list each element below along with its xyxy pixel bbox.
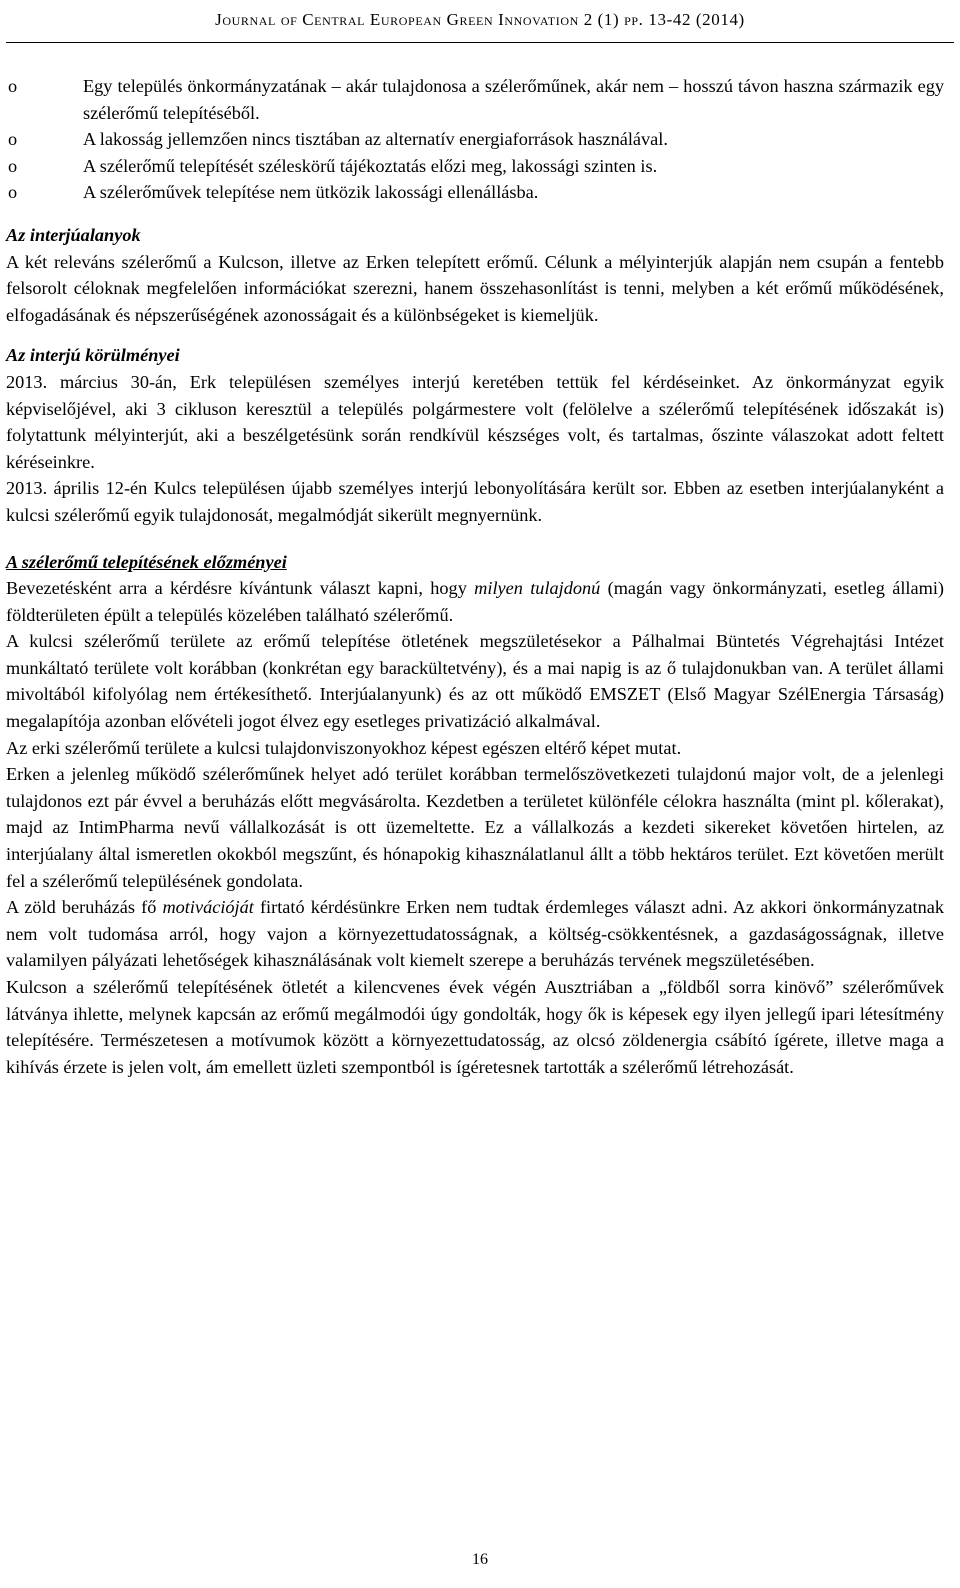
article-body	[6, 73, 944, 1080]
bullet-marker: o	[8, 155, 18, 176]
text-run: Bevezetésként arra a kérdésre kívántunk választ kapni, hogy	[6, 578, 475, 599]
list-item	[6, 179, 944, 206]
section-heading: Az interjú körülményei	[6, 345, 180, 366]
section-heading: A szélerőmű telepítésének előzményei	[6, 551, 287, 572]
paragraph: 2013. március 30-án, Erk településen személyes interjú keretében tettük fel kérdéseinket. Az önkormányzat egyik képviselőjével, aki 3 cikluson keresztül a település polgármestere volt (felölelve a szélerőmű telepítésének időszakát is) folytattunk mélyinterjút, aki a beszélgetésünk során rendkívül készséges volt, és tartalmas, őszinte válaszokat adott feltett kéréseinkre.	[6, 371, 944, 472]
bullet-marker: o	[8, 76, 18, 96]
paragraph: Kulcson a szélerőmű telepítésének ötletét a kilencvenes évek végén Ausztriában a „földből sorra kinövő” szélerőművek látványa ihlette, melynek kapcsán az erőmű megálmodói úgy gondolták, hogy ők is képesek egy ilyen jellegű ipari létesítmény telepítésére. Természetesen a motívumok között a környezettudatosság, az olcsó zöldenergia csábító ígérete, illetve maga a kihívás érzete is jelen volt, ám emellett üzleti szempontból is ígéretesnek tartották a szélerőmű létrehozását.	[6, 977, 944, 1077]
bullet-marker: o	[8, 129, 18, 150]
header-rule	[6, 42, 954, 43]
section-background	[6, 549, 944, 1081]
bullet-text: A lakosság jellemzően nincs tisztában az alternatív energiaforrások használával.	[83, 129, 668, 150]
paragraph	[6, 894, 944, 974]
bullet-text: A szélerőművek telepítése nem ütközik lakossági ellenállásba.	[83, 182, 539, 203]
bullet-text: Egy település önkormányzatának – akár tulajdonosa a szélerőműnek, akár nem – hosszú távon haszna származik egy szélerőmű telepítéséből.	[83, 76, 944, 123]
section-interviewees	[6, 222, 944, 328]
page-number: 16	[472, 1551, 488, 1568]
bullet-marker: o	[8, 182, 18, 203]
paragraph: 2013. április 12-én Kulcs településen újabb személyes interjú lebonyolítására került sor. Ebben az esetben interjúalanyként a kulcsi szélerőmű egyik tulajdonosát, megalmódját sikerült megnyernünk.	[6, 478, 944, 525]
text-run: A zöld beruházás fő	[6, 897, 163, 918]
paragraph: Erken a jelenleg működő szélerőműnek helyet adó terület korábban termelőszövetkezeti tulajdonú major volt, de a jelenlegi tulajdonos ezt pár évvel a beruházás előtt megvásárolta. Kezdetben a területet különféle célokra használta (mint pl. kőlerakat), majd az IntimPharma nevű vállalkozását is ott üzemeltette. Ez a vállalkozás a kezdeti sikereket követően hirtelen, az interjúalany által ismeretlen okokból megszűnt, és hónapokig kihasználatlanul állt a több hektáros terület. Ezt követően merült fel a szélerőmű településének gondolata.	[6, 764, 944, 891]
paragraph: A két releváns szélerőmű a Kulcson, illetve az Erken telepített erőmű. Célunk a mélyinterjúk alapján nem csupán a fentebb felsorolt céloknak megfelelően információkat szerezni, hanem összehasonlítást is tenni, melyben a két erőmű működésének, elfogadásának és népszerűségének azonosságait és a különbségeket is kiemeljük.	[6, 251, 944, 325]
emphasis-text: motivációját	[162, 897, 254, 918]
text-run: (magán vagy önkormányzati, esetleg állami) földterületen épült a település közelében található szélerőmű.	[6, 578, 945, 625]
list-item	[6, 153, 944, 180]
journal-header: Journal of Central European Green Innovation 2 (1) pp. 13-42 (2014)	[215, 10, 745, 29]
bullet-text: A szélerőmű telepítését széleskörű tájékoztatás előzi meg, lakossági szinten is.	[83, 155, 658, 176]
list-item	[6, 126, 944, 153]
paragraph: Az erki szélerőmű területe a kulcsi tulajdonviszonyokhoz képest egészen eltérő képet mutat.	[6, 737, 682, 758]
list-item	[6, 73, 944, 126]
emphasis-text: milyen tulajdonú	[474, 578, 601, 599]
section-heading: Az interjúalanyok	[6, 224, 141, 245]
section-interview-circumstances	[6, 342, 944, 528]
paragraph: A kulcsi szélerőmű területe az erőmű telepítése ötletének megszületésekor a Pálhalmai Büntetés Végrehajtási Intézet munkáltató területe volt korábban (konkrétan egy barackültetvény), és a mai napig is az ő tulajdonukban van. A terület állami mivoltából kifolyólag nem értékesíthető. Interjúalanyunk) és az ott működő EMSZET (Első Magyar SzélEnergia Társaság) megalapítója azonban elővételi jogot élvez egy esetleges privatizáció alkalmával.	[6, 631, 944, 732]
paragraph	[6, 575, 944, 628]
text-run: firtató kérdésünkre Erken nem tudtak érdemleges választ adni. Az akkori önkormányzatnak nem volt tudomása arról, hogy vajon a környezettudatosságnak, a költség-csökkentésnek, a gazdaságosságnak, illetve valamilyen pályázati lehetőségek kihasználásának volt kiemelt szerepe a beruházás tervének megszületésében.	[6, 897, 944, 971]
bullet-list	[6, 73, 944, 206]
